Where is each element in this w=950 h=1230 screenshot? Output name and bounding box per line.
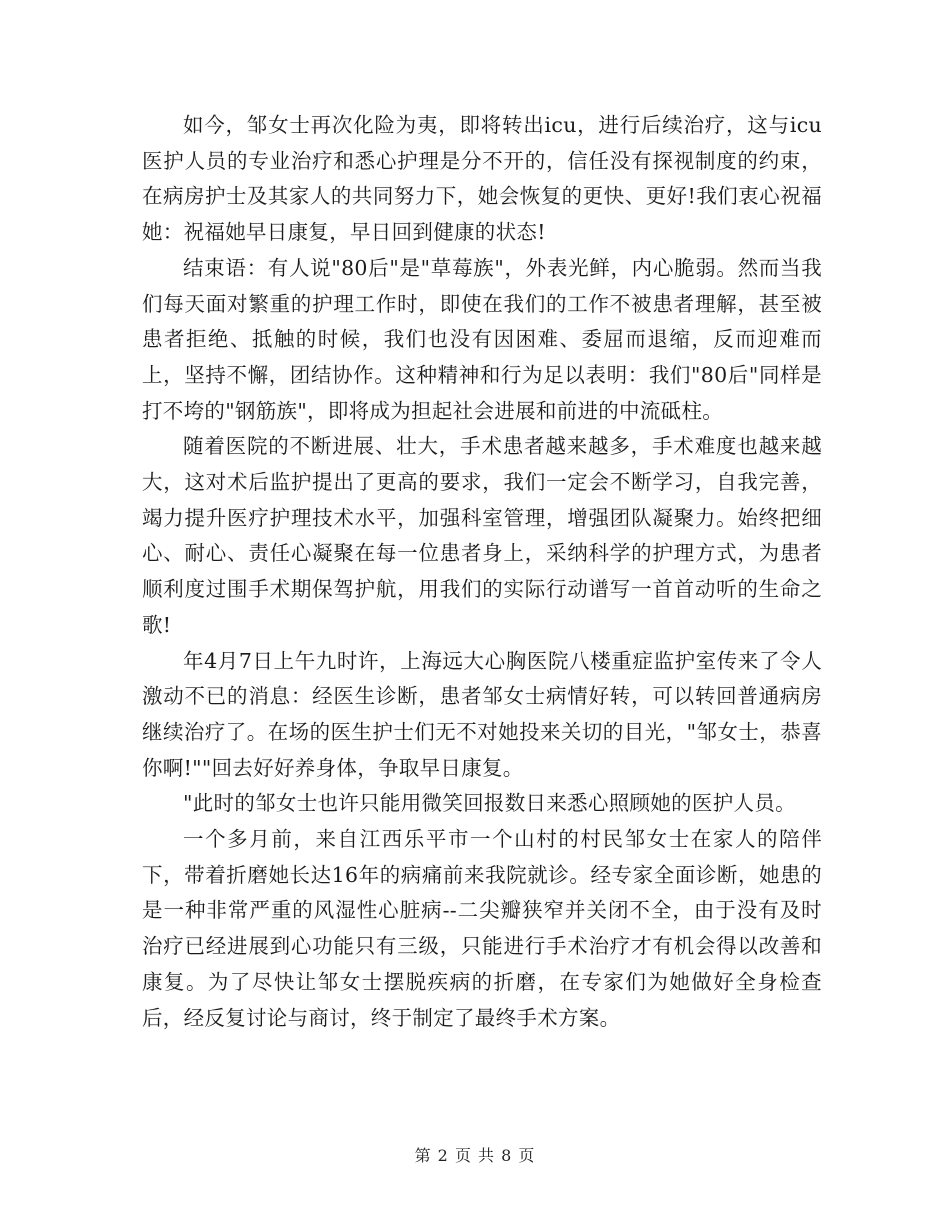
document-body <box>142 108 822 1036</box>
paragraph-conclusion: 结束语：有人说"80后"是"草莓族"，外表光鲜，内心脆弱。然而当我们每天面对繁重的护理工作时，即使在我们的工作不被患者理解，甚至被患者拒绝、抵触的时候，我们也没有因困难、委屈而退缩，反而迎难而上，坚持不懈，团结协作。这种精神和行为足以表明：我们"80后"同样是打不垮的"钢筋族"，即将成为担起社会进展和前进的中流砥柱。 <box>142 255 822 423</box>
page-footer <box>0 1144 950 1168</box>
paragraph-news: 年4月7日上午九时许，上海远大心胸医院八楼重症监护室传来了令人激动不已的消息：经医生诊断，患者邹女士病情好转，可以转回普通病房继续治疗了。在场的医生护士们无不对她投来关切的目光，"邹女士，恭喜你啊!""回去好好养身体，争取早日康复。 <box>142 648 822 780</box>
paragraph-commitment: 随着医院的不断进展、壮大，手术患者越来越多，手术难度也越来越大，这对术后监护提出了更高的要求，我们一定会不断学习，自我完善，竭力提升医疗护理技术水平，加强科室管理，增强团队凝聚力。始终把细心、耐心、责任心凝聚在每一位患者身上，采纳科学的护理方式，为患者顺利度过围手术期保驾护航，用我们的实际行动谱写一首首动听的生命之歌! <box>142 434 822 637</box>
paragraph-recovery: 如今，邹女士再次化险为夷，即将转出icu，进行后续治疗，这与icu医护人员的专业治疗和悉心护理是分不开的，信任没有探视制度的约束，在病房护士及其家人的共同努力下，她会恢复的更快、更好!我们衷心祝福她：祝福她早日康复，早日回到健康的状态! <box>142 113 822 245</box>
paragraph-history: 一个多月前，来自江西乐平市一个山村的村民邹女士在家人的陪伴下，带着折磨她长达16年的病痛前来我院就诊。经专家全面诊断，她患的是一种非常严重的风湿性心脏病--二尖瓣狭窄并关闭不全，由于没有及时治疗已经进展到心功能只有三级，只能进行手术治疗才有机会得以改善和康复。为了尽快让邹女士摆脱疾病的折磨，在专家们为她做好全身检查后，经反复讨论与商讨，终于制定了最终手术方案。 <box>142 827 822 1030</box>
paragraph-smile: "此时的邹女士也许只能用微笑回报数日来悉心照顾她的医护人员。 <box>183 791 796 816</box>
page-number-label: 第 2 页 共 8 页 <box>414 1146 536 1165</box>
